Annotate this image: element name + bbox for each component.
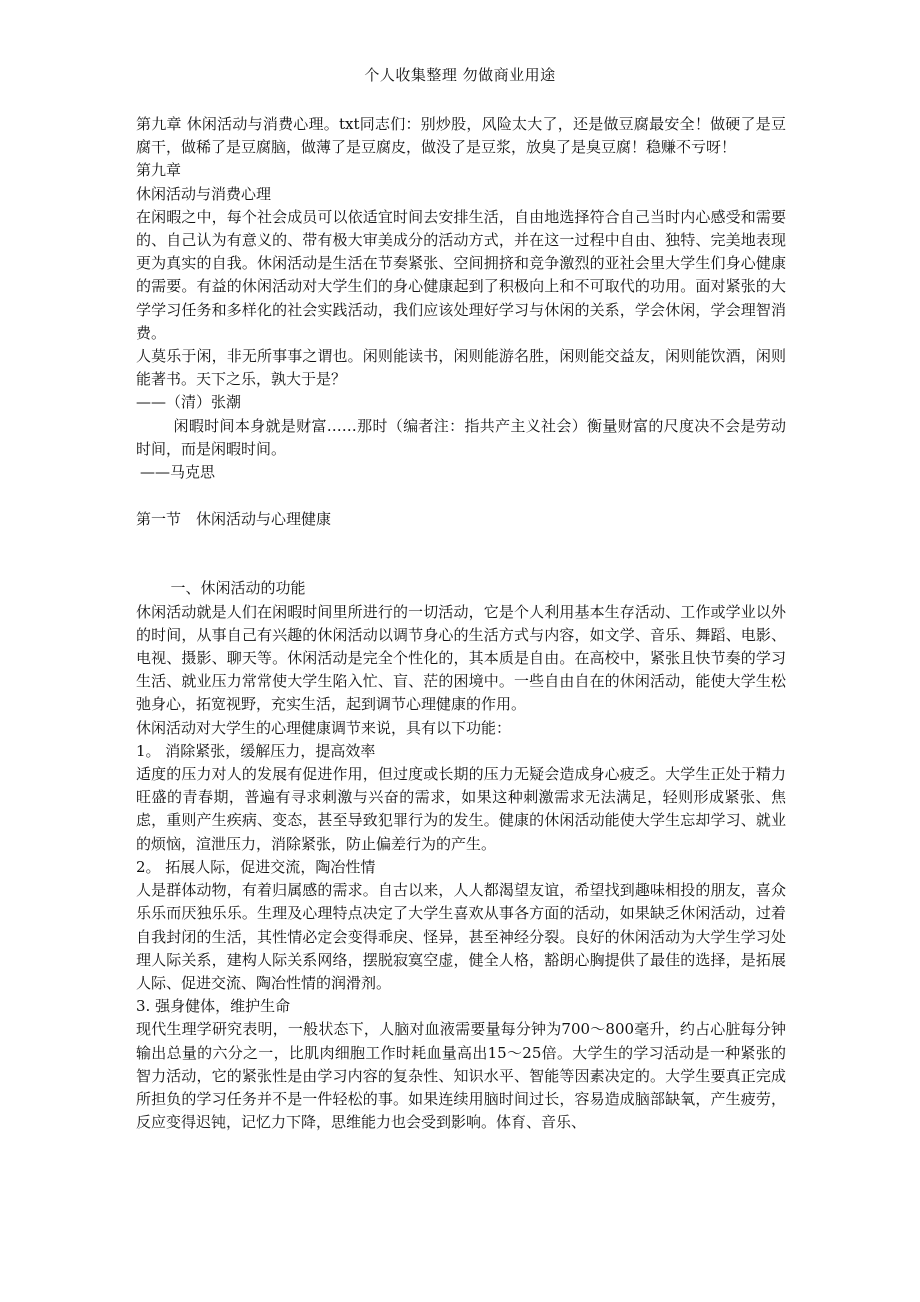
spacer <box>136 484 786 508</box>
item-1-title: 1。 消除紧张，缓解压力，提高效率 <box>136 741 376 760</box>
quote-marx-author: ——马克思 <box>140 463 216 482</box>
item-3-title: 3. 强身健体，维护生命 <box>136 997 291 1016</box>
subsection-title: 一、休闲活动的功能 <box>170 579 306 598</box>
chapter-number: 第九章 <box>136 161 182 180</box>
section-title: 第一节 休闲活动与心理健康 <box>136 510 332 529</box>
intro-line: 第九章 休闲活动与消费心理。txt同志们：别炒股，风险太大了，还是做豆腐最安全！做硬了是豆腐干，做稀了是豆腐脑，做薄了是豆腐皮，做没了是豆浆，放臭了是臭豆腐！稳赚不亏呀！ <box>136 115 786 157</box>
quote-zhangchao: 人莫乐于闲，非无所事事之谓也。闲则能读书，闲则能游名胜，闲则能交益友，闲则能饮酒，闲则能著书。天下之乐，孰大于是？ <box>136 347 786 389</box>
item-2-title: 2。 拓展人际，促进交流，陶冶性情 <box>136 857 376 876</box>
intro-paragraph: 在闲暇之中，每个社会成员可以依适宜时间去安排生活，自由地选择符合自己当时内心感受和需要的、自己认为有意义的、带有极大审美成分的活动方式，并在这一过程中自由、独特、完美地表现更为真实的自我。休闲活动是生活在节奏紧张、空间拥挤和竞争激烈的亚社会里大学生们身心健康的需要。有益的休闲活动对大学生们的身心健康起到了积极向上和不可取代的功用。面对紧张的大学学习任务和多样化的社会实践活动，我们应该处理好学习与休闲的关系，学会休闲，学会理智消费。 <box>136 207 786 342</box>
definition-paragraph: 休闲活动就是人们在闲暇时间里所进行的一切活动，它是个人利用基本生存活动、工作或学业以外的时间，从事自己有兴趣的休闲活动以调节身心的生活方式与内容，如文学、音乐、舞蹈、电影、电视、摄影、聊天等。休闲活动是完全个性化的，其本质是自由。在高校中，紧张且快节奏的学习生活、就业压力常常使大学生陷入忙、盲、茫的困境中。一些自由自在的休闲活动，能使大学生松弛身心，拓宽视野，充实生活，起到调节心理健康的作用。 <box>136 602 786 714</box>
item-3-text: 现代生理学研究表明，一般状态下，人脑对血液需要量每分钟为700～800毫升，约占心脏每分钟输出总量的六分之一，比肌肉细胞工作时耗血量高出15～25倍。大学生的学习活动是一种紧张的智力活动，它的紧张性是由学习内容的复杂性、知识水平、智能等因素决定的。大学生要真正完成所担负的学习任务并不是一件轻松的事。如果连续用脑时间过长，容易造成脑部缺氧，产生疲劳，反应变得迟钝，记忆力下降，思维能力也会受到影响。体育、音乐、 <box>136 1020 786 1132</box>
page-header: 个人收集整理 勿做商业用途 <box>364 66 556 84</box>
quote-zhangchao-author: ——（清）张潮 <box>136 393 242 412</box>
item-2-text: 人是群体动物，有着归属感的需求。自古以来，人人都渴望友谊，希望找到趣味相投的朋友，喜众乐乐而厌独乐乐。生理及心理特点决定了大学生喜欢从事各方面的活动，如果缺乏休闲活动，过着自我封闭的生活，其性情必定会变得乖戾、怪异，甚至神经分裂。良好的休闲活动为大学生学习处理人际关系，建构人际关系网络，摆脱寂寞空虚，健全人格，豁朗心胸提供了最佳的选择，是拓展人际、促进交流、陶冶性情的润滑剂。 <box>136 881 786 992</box>
spacer <box>136 531 786 577</box>
quote-marx: 闲暇时间本身就是财富……那时（编者注：指共产主义社会）衡量财富的尺度决不会是劳动时间，而是闲暇时间。 <box>136 416 786 458</box>
functions-intro: 休闲活动对大学生的心理健康调节来说，具有以下功能： <box>136 718 512 737</box>
chapter-title: 休闲活动与消费心理 <box>136 184 272 203</box>
document-body <box>136 113 786 1134</box>
item-1-text: 适度的压力对人的发展有促进作用，但过度或长期的压力无疑会造成身心疲乏。大学生正处于精力旺盛的青春期，普遍有寻求刺激与兴奋的需求，如果这种刺激需求无法满足，轻则形成紧张、焦虑，重则产生疾病、变态，甚至导致犯罪行为的发生。健康的休闲活动能使大学生忘却学习、就业的烦恼，渲泄压力，消除紧张，防止偏差行为的产生。 <box>136 765 786 853</box>
